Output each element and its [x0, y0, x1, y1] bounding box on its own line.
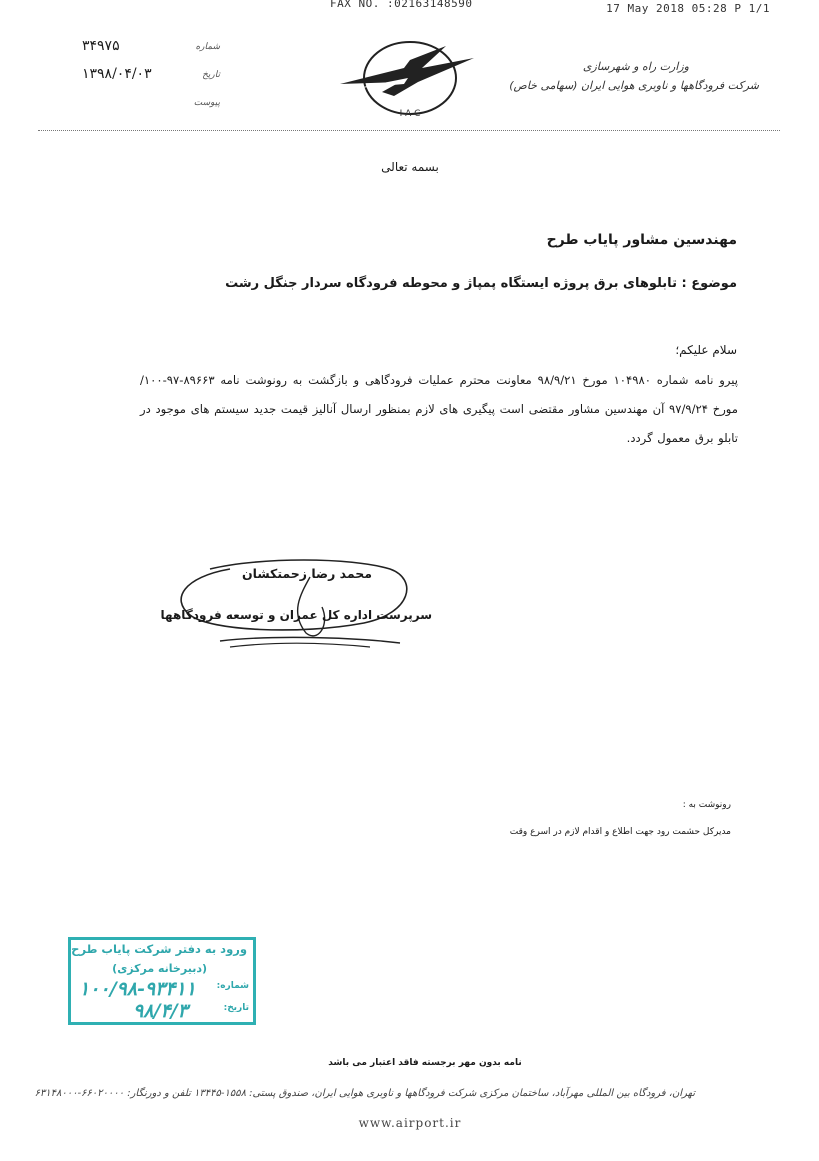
greeting: سلام علیکم؛: [675, 343, 737, 357]
letter-date-row: [70, 66, 220, 94]
letter-meta: [70, 38, 220, 122]
ministry-name: وزارت راه و شهرسازی: [582, 60, 689, 73]
airport-company-logo: [338, 38, 478, 120]
header-divider: [38, 130, 780, 131]
subject-line: موضوع : تابلوهای برق پروژه ایستگاه پمپاژ و محوطه فرودگاه سردار جنگل رشت: [225, 276, 737, 291]
body-paragraph: پیرو نامه شماره ۱۰۴۹۸۰ مورخ ۹۸/۹/۲۱ معاونت محترم عملیات فرودگاهی و بازگشت به رونوشت نامه ۸۹۶۶۳-۹۷-۱۰۰/ مورخ ۹۷/۹/۲۴ آن مهندسین مشاور مقتضی است پیگیری های لازم بمنظور ارسال آنالیز قیمت جدید سیستم های موجود در تابلو برق معمول گردد.: [140, 373, 739, 445]
letter-number-row: [70, 38, 220, 66]
organization-header: [499, 60, 759, 92]
stamp-date-label: تاریخ:: [223, 1003, 249, 1013]
letter-date-value: ۱۳۹۸/۰۴/۰۳: [82, 66, 152, 82]
letter-attachment-label: پیوست: [193, 98, 220, 108]
fax-datetime-page: 17 May 2018 05:28 P 1/1: [606, 2, 770, 15]
bismillah: بسمه تعالی: [381, 160, 439, 174]
cc-line: مدیرکل حشمت رود جهت اطلاع و اقدام لازم در اسرع وقت: [509, 827, 731, 837]
stamp-date-value: ۹۸/۴/۳: [133, 1000, 188, 1022]
signatory-name: محمد رضا زحمتکشان: [241, 566, 373, 581]
fax-number: FAX NO. :02163148590: [330, 0, 473, 10]
logo-letters: I A C: [399, 109, 421, 119]
stamp-number-value: ۱۰۰/۹۸-۹۳۴۱۱: [79, 978, 196, 1000]
fax-header: [330, 0, 770, 14]
stamp-title: ورود به دفتر شرکت پایاب طرح: [71, 942, 247, 956]
letter-number-value: ۳۴۹۷۵: [82, 38, 120, 54]
stamp-subtitle: (دبیرخانه مرکزی): [112, 962, 207, 975]
cc-label: رونوشت به :: [682, 800, 731, 810]
letter-number-label: شماره: [195, 42, 220, 52]
letter-date-label: تاریخ: [202, 70, 220, 80]
reception-stamp: [68, 937, 256, 1025]
footer-address: تهران، فرودگاه بین المللی مهرآباد، ساختمان مرکزی شرکت فرودگاهها و ناوبری هوایی ایران، صندوق پستی: ۱۵۵۸-۱۳۴۴۵ تلفن و دورنگار: ۶۶۰۲۰۰۰۰-۶۳۱۴۸۰۰۰: [34, 1088, 695, 1099]
recipient: مهندسین مشاور پایاب طرح: [546, 232, 737, 248]
signatory-title: سرپرست اداره کل عمران و توسعه فرودگاهها: [160, 608, 432, 622]
footer-website: www.airport.ir: [358, 1116, 462, 1130]
stamp-number-label: شماره:: [216, 981, 249, 991]
company-name: شرکت فرودگاهها و ناوبری هوایی ایران (سهامی خاص): [509, 79, 759, 92]
footer-validity-note: نامه بدون مهر برجسته فاقد اعتبار می باشد: [328, 1058, 522, 1068]
letter-attachment-row: [70, 94, 220, 122]
